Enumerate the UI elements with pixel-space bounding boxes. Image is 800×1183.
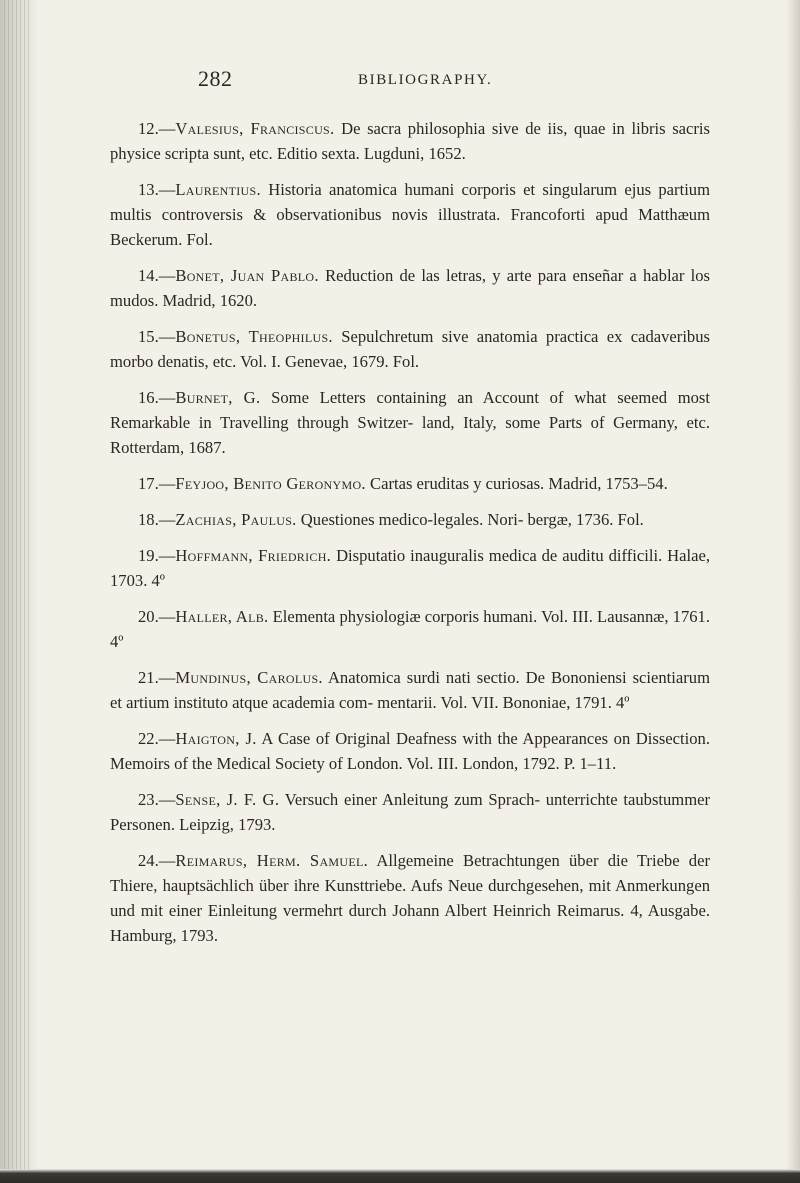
entry-author: Haller, Alb. <box>175 607 269 626</box>
bibliography-entry: 20.—Haller, Alb. Elementa physiologiæ corporis humani. Vol. III. Lausannæ, 1761. 4º <box>110 607 710 651</box>
entry-text: Cartas eruditas y curiosas. Madrid, 1753–54. <box>370 474 668 493</box>
entry-number: 13. <box>138 180 159 199</box>
entry-text: Historia anatomica humani corporis et singularum ejus partium multis controversis & observationibus novis illustrata. Francoforti apud Matthæum Beckerum. Fol. <box>110 180 711 249</box>
entry-text: Sepulchretum sive anatomia practica ex cadaveribus morbo denatis, etc. Vol. I. Genevae, 1679. Fol. <box>110 327 710 371</box>
bibliography-entry: 12.—Valesius, Franciscus. De sacra philosophia sive de iis, quae in libris sacris physice scripta sunt, etc. Editio sexta. Lugduni, 1652. <box>110 119 710 163</box>
bibliography-entry: 15.—Bonetus, Theophilus. Sepulchretum sive anatomia practica ex cadaveribus morbo denatis, etc. Vol. I. Genevae, 1679. Fol. <box>110 327 710 371</box>
bibliography-list <box>110 116 710 959</box>
bibliography-entry: 22.—Haigton, J. A Case of Original Deafness with the Appearances on Dissection. Memoirs of the Medical Society of London. Vol. III. London, 1792. P. 1–11. <box>110 729 711 773</box>
entry-number: 18. <box>138 510 159 529</box>
entry-number: 20. <box>138 607 159 626</box>
entry-number: 21. <box>138 668 159 687</box>
entry-author: Mundinus, Carolus. <box>175 668 323 687</box>
entry-number: 19. <box>138 546 159 565</box>
entry-number: 23. <box>138 790 159 809</box>
entry-author: Feyjoo, Benito Geronymo. <box>175 474 366 493</box>
bibliography-entry: 23.—Sense, J. F. G. Versuch einer Anleitung zum Sprach- unterrichte taubstummer Personen. Leipzig, 1793. <box>110 790 711 834</box>
bibliography-entry: 19.—Hoffmann, Friedrich. Disputatio inauguralis medica de auditu difficili. Halae, 1703. 4º <box>110 546 711 590</box>
entry-author: Sense, J. F. G. <box>175 790 280 809</box>
entry-author: Bonet, Juan Pablo. <box>175 266 319 285</box>
entry-author: Hoffmann, Friedrich. <box>175 546 332 565</box>
entry-number: 17. <box>138 474 159 493</box>
entry-author: Zachias, Paulus. <box>175 510 297 529</box>
running-head: BIBLIOGRAPHY. <box>358 72 493 88</box>
entry-number: 15. <box>138 327 159 346</box>
bibliography-entry: 18.—Zachias, Paulus. Questiones medico-legales. Nori- bergæ, 1736. Fol. <box>138 510 644 529</box>
entry-author: Haigton, J. <box>175 729 257 748</box>
entry-text: Questiones medico-legales. Nori- bergæ, 1736. Fol. <box>300 510 644 529</box>
page-header <box>198 66 680 92</box>
entry-number: 22. <box>138 729 159 748</box>
entry-author: Valesius, Franciscus. <box>175 119 335 138</box>
entry-text: Allgemeine Betrachtungen über die Triebe der Thiere, hauptsächlich über ihre Kunsttriebe. Aufs Neue durchgesehen, mit Anmerkungen und mit einer Einleitung vermehrt durch Johann Albert Heinrich Reimarus. 4, Ausgabe. Hamburg, 1793. <box>110 851 710 945</box>
bibliography-entry: 14.—Bonet, Juan Pablo. Reduction de las letras, y arte para enseñar a hablar los mudos. Madrid, 1620. <box>110 266 711 310</box>
bibliography-entry: 16.—Burnet, G. Some Letters containing an Account of what seemed most Remarkable in Travelling through Switzer- land, Italy, some Parts of Germany, etc. Rotterdam, 1687. <box>110 388 710 457</box>
entry-author: Reimarus, Herm. Samuel. <box>175 851 369 870</box>
entry-text: Disputatio inauguralis medica de auditu difficili. Halae, 1703. 4º <box>110 546 711 590</box>
bibliography-entry: 17.—Feyjoo, Benito Geronymo. Cartas eruditas y curiosas. Madrid, 1753–54. <box>138 474 668 493</box>
entry-text: Versuch einer Anleitung zum Sprach- unterrichte taubstummer Personen. Leipzig, 1793. <box>110 790 711 834</box>
entry-author: Bonetus, Theophilus. <box>175 327 333 346</box>
entry-text: Some Letters containing an Account of what seemed most Remarkable in Travelling through Switzer- land, Italy, some Parts of Germany, etc. Rotterdam, 1687. <box>110 388 710 457</box>
binding-gutter <box>0 0 40 1183</box>
entry-number: 24. <box>138 851 159 870</box>
entry-text: A Case of Original Deafness with the Appearances on Dissection. Memoirs of the Medical Society of London. Vol. III. London, 1792. P. 1–11. <box>110 729 711 773</box>
bibliography-entry: 21.—Mundinus, Carolus. Anatomica surdi nati sectio. De Bononiensi scientiarum et artium instituto atque academia com- mentarii. Vol. VII. Bononiae, 1791. 4º <box>110 668 710 712</box>
page-fore-edge <box>786 0 800 1183</box>
entry-number: 12. <box>138 119 159 138</box>
page-bottom-edge <box>0 1169 800 1183</box>
entry-number: 14. <box>138 266 159 285</box>
entry-text: Reduction de las letras, y arte para enseñar a hablar los mudos. Madrid, 1620. <box>110 266 711 310</box>
entry-text: Elementa physiologiæ corporis humani. Vol. III. Lausannæ, 1761. 4º <box>110 607 710 651</box>
entry-text: De sacra philosophia sive de iis, quae in libris sacris physice scripta sunt, etc. Editio sexta. Lugduni, 1652. <box>110 119 710 163</box>
entry-author: Burnet, G. <box>175 388 261 407</box>
page-number: 282 <box>198 66 233 91</box>
bibliography-entry: 13.—Laurentius. Historia anatomica humani corporis et singularum ejus partium multis controversis & observationibus novis illustrata. Francoforti apud Matthæum Beckerum. Fol. <box>110 180 711 249</box>
entry-number: 16. <box>138 388 159 407</box>
entry-text: Anatomica surdi nati sectio. De Bononiensi scientiarum et artium instituto atque academia com- mentarii. Vol. VII. Bononiae, 1791. 4º <box>110 668 710 712</box>
entry-author: Laurentius. <box>175 180 261 199</box>
bibliography-entry: 24.—Reimarus, Herm. Samuel. Allgemeine Betrachtungen über die Triebe der Thiere, hauptsächlich über ihre Kunsttriebe. Aufs Neue durchgesehen, mit Anmerkungen und mit einer Einleitung vermehrt durch Johann Albert Heinrich Reimarus. 4, Ausgabe. Hamburg, 1793. <box>110 851 710 945</box>
